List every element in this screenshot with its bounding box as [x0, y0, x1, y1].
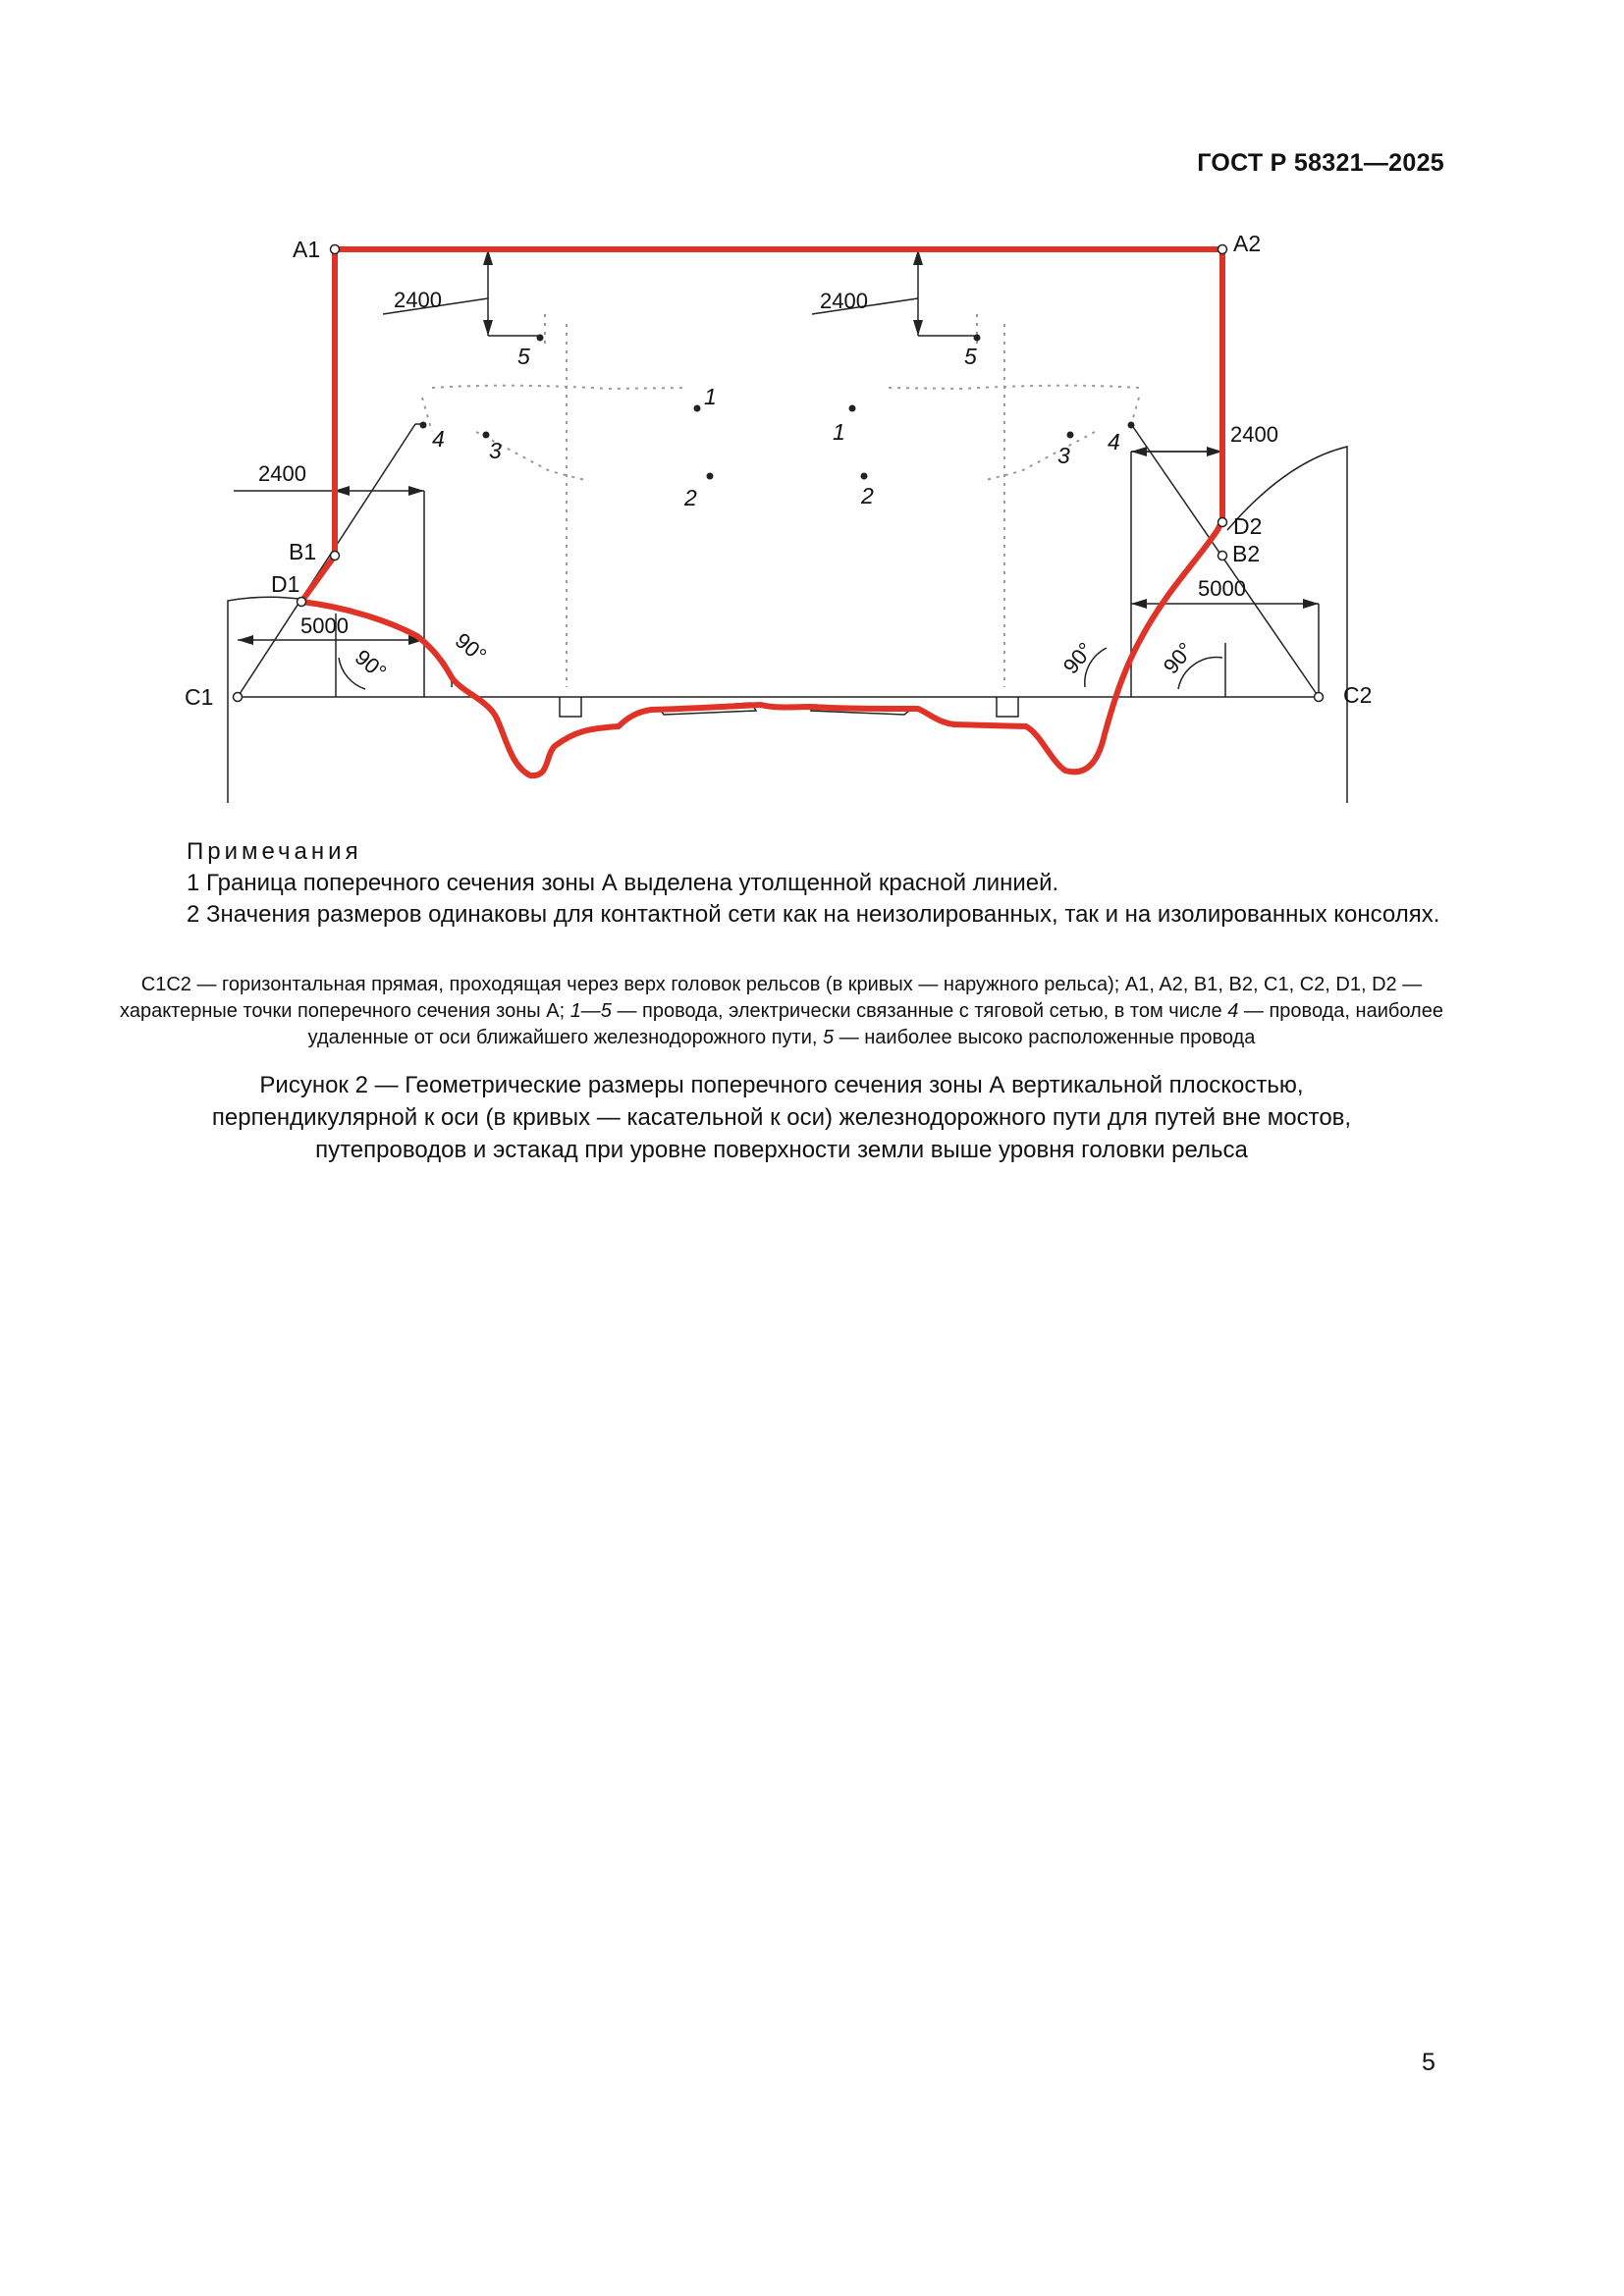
- label-b1: B1: [289, 539, 317, 564]
- catenary-structures: [422, 314, 1139, 687]
- point-c1-marker: [234, 693, 243, 702]
- dim-bottom-left: 5000: [300, 614, 349, 638]
- wire-5-left-dot: [537, 335, 544, 342]
- cross-section-figure: [0, 0, 1624, 825]
- dim-side-right: 2400: [1230, 422, 1278, 447]
- caption-line: Рисунок 2 — Геометрические размеры поперечного сечения зоны А вертикальной плоскостью,: [259, 1072, 1304, 1098]
- angle-label-2: 90°: [450, 627, 492, 668]
- dim-side-left: 2400: [258, 461, 306, 486]
- construction-lines: [234, 249, 1319, 697]
- angle-label-3: 90°: [1057, 637, 1099, 679]
- legend-text: — провода, наиболее удаленные от оси ближайшего железнодорожного пути,: [307, 1000, 1443, 1048]
- wire-label-3-left: 3: [489, 438, 502, 463]
- wire-label-2-right: 2: [861, 483, 874, 508]
- dim-top-left: 2400: [394, 288, 442, 312]
- note-item: 2 Значения размеров одинаковы для контактной сети как на неизолированных, так и на изолированных консолях.: [187, 901, 1440, 928]
- legend-text: — наиболее высоко расположенные провода: [839, 1027, 1256, 1048]
- wire-2-right-dot: [861, 473, 868, 480]
- point-a1-marker: [331, 245, 340, 254]
- point-b1-marker: [331, 552, 340, 561]
- page-number: 5: [1422, 2049, 1435, 2076]
- wire-label-4-left: 4: [432, 426, 445, 452]
- point-b2-marker: [1218, 552, 1227, 561]
- label-a1: A1: [293, 237, 321, 262]
- notes-section: [120, 836, 1443, 931]
- legend-range: 1—5: [569, 1000, 612, 1022]
- wire-label-1-left: 1: [704, 384, 717, 409]
- point-d1-marker: [298, 598, 306, 607]
- figure-caption: [120, 1069, 1443, 1166]
- figure-legend: [120, 972, 1443, 1051]
- wire-3-right-dot: [1067, 432, 1074, 439]
- point-a2-marker: [1218, 245, 1227, 254]
- wire-label-4-right: 4: [1108, 429, 1120, 454]
- legend-number-4: 4: [1227, 1000, 1239, 1022]
- label-c1: C1: [185, 684, 214, 710]
- wire-4-left-dot: [420, 422, 427, 429]
- wire-1-left-dot: [694, 405, 701, 412]
- angle-label-1: 90°: [350, 644, 392, 685]
- wire-label-5-right: 5: [964, 344, 977, 369]
- wire-1-right-dot: [849, 405, 856, 412]
- legend-number-5: 5: [823, 1027, 835, 1048]
- label-d2: D2: [1233, 513, 1263, 539]
- label-a2: A2: [1233, 231, 1262, 256]
- legend-text: — провода, электрически связанные с тяговой сетью, в том числе: [617, 1000, 1222, 1022]
- label-c2: C2: [1343, 682, 1373, 708]
- wire-5-right-dot: [974, 335, 981, 342]
- caption-line: путепроводов и эстакад при уровне поверхности земли выше уровня головки рельса: [315, 1137, 1248, 1163]
- wire-2-left-dot: [707, 473, 714, 480]
- caption-line: перпендикулярной к оси (в кривых — касательной к оси) железнодорожного пути для путей вне мостов,: [211, 1104, 1352, 1131]
- document-header: ГОСТ Р 58321—2025: [1197, 149, 1444, 177]
- notes-title: Примечания: [187, 838, 362, 865]
- wire-label-2-left: 2: [684, 485, 697, 510]
- point-c2-marker: [1315, 693, 1324, 702]
- wire-label-3-right: 3: [1057, 443, 1070, 468]
- label-d1: D1: [271, 571, 300, 597]
- angle-label-4: 90°: [1158, 637, 1199, 679]
- dim-bottom-right: 5000: [1198, 576, 1246, 601]
- point-d2-marker: [1218, 518, 1227, 527]
- note-item: 1 Граница поперечного сечения зоны А выделена утолщенной красной линией.: [187, 870, 1059, 896]
- dim-top-right: 2400: [820, 289, 868, 313]
- legend-text: C1C2 — горизонтальная прямая, проходящая через верх головок рельсов (в кривых — наружного рельса); A1, A2, B1, B2, C1, C2, D1, D2 — характерные точки поперечного сечения зоны А;: [120, 974, 1423, 1022]
- wire-label-1-right: 1: [833, 419, 845, 445]
- label-b2: B2: [1232, 541, 1261, 566]
- wire-4-right-dot: [1128, 422, 1135, 429]
- wire-label-5-left: 5: [517, 344, 530, 369]
- characteristic-points: [234, 245, 1324, 702]
